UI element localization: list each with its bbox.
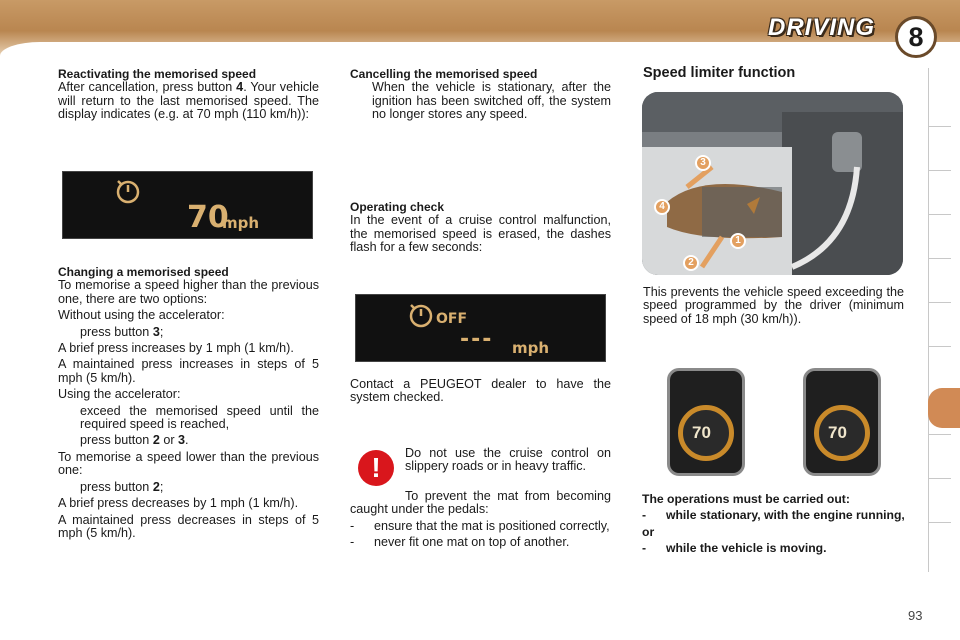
display-malfunction bbox=[355, 294, 606, 362]
column-2-upper bbox=[350, 68, 611, 122]
side-tab-divider bbox=[929, 214, 951, 215]
callout-badge: 4 bbox=[654, 199, 670, 215]
warning-mat-text: To prevent the mat from becoming caught under the pedals: bbox=[350, 489, 611, 517]
side-tab-divider bbox=[929, 346, 951, 347]
callout-badge: 1 bbox=[730, 233, 746, 249]
cancelling-heading: Cancelling the memorised speed bbox=[350, 67, 538, 81]
speed-limiter-heading: Speed limiter function bbox=[643, 65, 796, 81]
column-1-lower bbox=[58, 266, 319, 540]
warning-text-block bbox=[405, 447, 611, 474]
side-tab-divider bbox=[929, 522, 951, 523]
reactivating-paragraph: After cancellation, press button 4. Your vehicle will return to the last memorised speed. The display indicates (e.g. at 70 mph (110 km/h)): bbox=[58, 80, 319, 122]
side-tab-divider bbox=[929, 258, 951, 259]
operating-check-heading: Operating check bbox=[350, 200, 445, 214]
operations-heading: The operations must be carried out: bbox=[642, 492, 850, 506]
side-tab-driving-active[interactable] bbox=[928, 388, 960, 428]
chapter-title: DRIVING bbox=[768, 14, 876, 41]
using-accelerator-label: Using the accelerator: bbox=[58, 387, 181, 402]
dash-marker: - bbox=[350, 518, 355, 533]
dash-marker: - bbox=[350, 535, 355, 550]
display-speed-value: 70 bbox=[187, 200, 229, 235]
callout-badge: 2 bbox=[683, 255, 699, 271]
operations-block bbox=[642, 493, 905, 556]
maintained-increase-text: A maintained press increases in steps of 5 mph (5 km/h). bbox=[58, 357, 319, 385]
brief-increase-text: A brief press increases by 1 mph (1 km/h). bbox=[58, 341, 294, 356]
page-number: 93 bbox=[908, 608, 923, 623]
column-2-contact bbox=[350, 378, 611, 405]
display-speed-unit: mph bbox=[222, 214, 260, 232]
prevents-text-block bbox=[643, 286, 904, 326]
without-accelerator-label: Without using the accelerator: bbox=[58, 308, 225, 323]
column-1-upper bbox=[58, 68, 319, 122]
side-tab-divider bbox=[929, 302, 951, 303]
operation-1: - while stationary, with the engine running, bbox=[642, 508, 905, 523]
warning-icon: ! bbox=[358, 450, 394, 486]
side-tab-divider bbox=[929, 434, 951, 435]
mat-dash-2: - never fit one mat on top of another. bbox=[350, 535, 570, 550]
control-stalk-illustration bbox=[642, 92, 903, 275]
cancel-bullet: When the vehicle is stationary, after the ignition has been switched off, the system no longer stores any speed. bbox=[372, 80, 611, 122]
stopwatch-icon bbox=[113, 175, 143, 205]
side-tab-divider bbox=[929, 170, 951, 171]
bullet-press-2-or-3: press button 2 or 3. bbox=[80, 433, 189, 448]
display-dashes: --- bbox=[460, 327, 494, 352]
stopwatch-icon bbox=[406, 299, 436, 329]
limiter-screen-speed: 70 bbox=[692, 423, 711, 442]
lower-speed-intro: To memorise a speed lower than the previous one: bbox=[58, 449, 319, 478]
side-tab-divider bbox=[929, 126, 951, 127]
contact-dealer-text: Contact a PEUGEOT dealer to have the system checked. bbox=[350, 377, 611, 405]
warning-mat-block bbox=[350, 490, 611, 550]
warning-slippery-roads: Do not use the cruise control on slippery roads or in heavy traffic. bbox=[405, 446, 611, 474]
bullet-press-2: press button 2; bbox=[80, 479, 164, 494]
dash-marker: - bbox=[642, 508, 647, 523]
steering-control-stalk-photo bbox=[642, 92, 903, 275]
dash-marker: - bbox=[642, 541, 647, 556]
maintained-decrease-text: A maintained press decreases in steps of 5 mph (5 km/h). bbox=[58, 512, 319, 540]
column-2-middle bbox=[350, 201, 611, 255]
limiter-screen-speed: 70 bbox=[828, 423, 847, 442]
chapter-number-badge: 8 bbox=[895, 16, 937, 58]
limiter-screen-1 bbox=[667, 368, 745, 476]
display-memorised-speed bbox=[62, 171, 313, 239]
side-tab-divider bbox=[929, 478, 951, 479]
prevents-text: This prevents the vehicle speed exceeding the speed programmed by the driver (minimum speed of 18 mph (30 km/h)). bbox=[643, 285, 904, 326]
mat-dash-1: - ensure that the mat is positioned correctly, bbox=[350, 518, 610, 533]
changing-intro: To memorise a speed higher than the previous one, there are two options: bbox=[58, 278, 319, 306]
side-tab-strip bbox=[928, 68, 950, 572]
operations-or: or bbox=[642, 524, 655, 539]
limiter-screen-2 bbox=[803, 368, 881, 476]
bullet-exceed: exceed the memorised speed until the required speed is reached, bbox=[80, 403, 319, 432]
display-off-label: OFF bbox=[436, 311, 468, 327]
bullet-press-3: press button 3; bbox=[80, 324, 164, 339]
speed-limiter-heading-block bbox=[643, 67, 904, 80]
operating-check-text: In the event of a cruise control malfunction, the memorised speed is erased, the dashes flash for a few seconds: bbox=[350, 213, 611, 255]
reactivating-heading: Reactivating the memorised speed bbox=[58, 67, 257, 81]
changing-heading: Changing a memorised speed bbox=[58, 265, 229, 279]
display-unit: mph bbox=[512, 339, 550, 357]
brief-decrease-text: A brief press decreases by 1 mph (1 km/h). bbox=[58, 496, 299, 511]
callout-badge: 3 bbox=[695, 155, 711, 171]
operation-2: - while the vehicle is moving. bbox=[642, 541, 827, 556]
header-curve bbox=[0, 42, 960, 56]
